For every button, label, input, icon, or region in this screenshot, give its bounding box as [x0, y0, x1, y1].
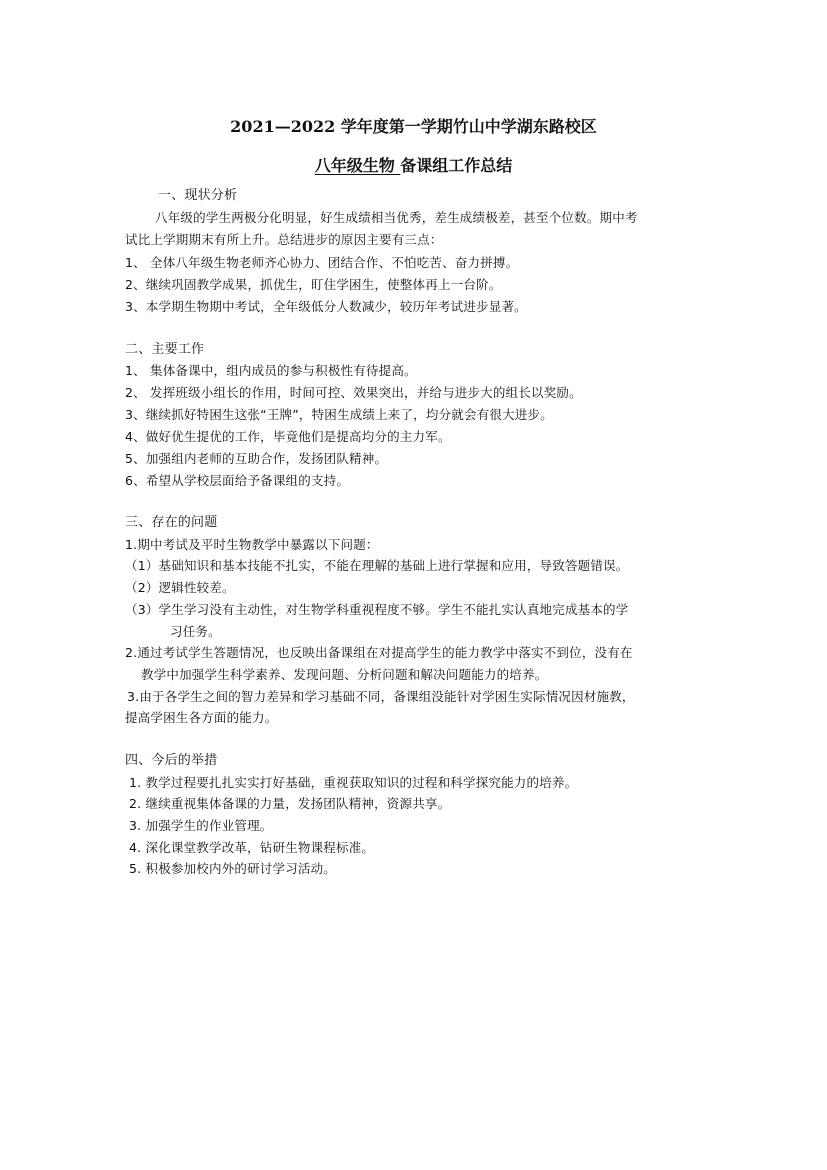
section-2-item-3: 3、继续抓好特困生这张“王牌”，特困生成绩上来了，均分就会有很大进步。 [125, 407, 553, 422]
section-2-heading: 二、主要工作 [125, 342, 205, 357]
section-3-point-2-line-2: 教学中加强学生科学素养、发现问题、分析问题和解决问题能力的培养。 [141, 667, 548, 682]
section-3-point-2-line-1: 2.通过考试学生答题情况，也反映出备课组在对提高学生的能力教学中落实不到位，没有在 [125, 645, 633, 660]
section-3-sub-3-line-1: （3）学生学习没有主动性，对生物学科重视程度不够。学生不能扎实认真地完成基本的学 [125, 602, 629, 617]
section-4-heading: 四、今后的举措 [125, 753, 218, 768]
section-3-sub-1: （1）基础知识和基本技能不扎实，不能在理解的基础上进行掌握和应用，导致答题错误。 [125, 558, 629, 573]
title-rest: 备课组工作总结 [400, 156, 513, 175]
section-2-item-5: 5、加强组内老师的互助合作，发扬团队精神。 [125, 451, 388, 466]
section-2-item-1: 1、 集体备课中，组内成员的参与积极性有待提高。 [125, 363, 417, 378]
section-2-item-2: 2、 发挥班级小组长的作用，时间可控、效果突出，并给与进步大的组长以奖励。 [125, 385, 582, 400]
section-3-point-3-line-1: 3.由于各学生之间的智力差异和学习基础不同，备课组没能针对学困生实际情况因材施教， [127, 689, 635, 704]
section-4-item-1: 1. 教学过程要扎扎实实打好基础，重视获取知识的过程和科学探究能力的培养。 [129, 775, 578, 790]
section-3-point-3-line-2: 提高学困生各方面的能力。 [125, 710, 278, 725]
section-3-heading: 三、存在的问题 [125, 515, 218, 530]
section-4-item-5: 5. 积极参加校内外的研讨学习活动。 [129, 861, 337, 876]
document-title-line-1: 2021—2022 学年度第一学期竹山中学湖东路校区 [230, 117, 597, 136]
document-title-line-2 [0, 153, 827, 176]
section-4-item-2: 2. 继续重视集体备课的力量，发扬团队精神，资源共享。 [129, 796, 451, 811]
section-3-sub-3-line-2: 习任务。 [170, 624, 221, 639]
section-3-point-1: 1.期中考试及平时生物教学中暴露以下问题： [125, 537, 379, 552]
section-2-item-4: 4、做好优生提优的工作，毕竟他们是提高均分的主力军。 [125, 429, 451, 444]
section-1-paragraph-line-1: 八年级的学生两极分化明显，好生成绩相当优秀，差生成绩极差，甚至个位数。期中考 [155, 210, 638, 225]
section-3-sub-2: （2）逻辑性较差。 [125, 580, 235, 595]
section-1-paragraph-line-2: 试比上学期期末有所上升。总结进步的原因主要有三点： [125, 232, 443, 247]
title-subject-underlined: 八年级生物 [314, 156, 401, 175]
section-1-item-1: 1、 全体八年级生物老师齐心协力、团结合作、不怕吃苦、奋力拼搏。 [125, 255, 519, 270]
section-4-item-3: 3. 加强学生的作业管理。 [129, 818, 273, 833]
section-2-item-6: 6、希望从学校层面给予备课组的支持。 [125, 473, 350, 488]
section-4-item-4: 4. 深化课堂教学改革，钻研生物课程标准。 [129, 840, 375, 855]
section-1-item-2: 2、继续巩固教学成果，抓优生，盯住学困生，使整体再上一台阶。 [125, 277, 502, 292]
section-1-item-3: 3、本学期生物期中考试，全年级低分人数减少，较历年考试进步显著。 [125, 299, 527, 314]
section-1-heading: 一、现状分析 [158, 188, 238, 203]
